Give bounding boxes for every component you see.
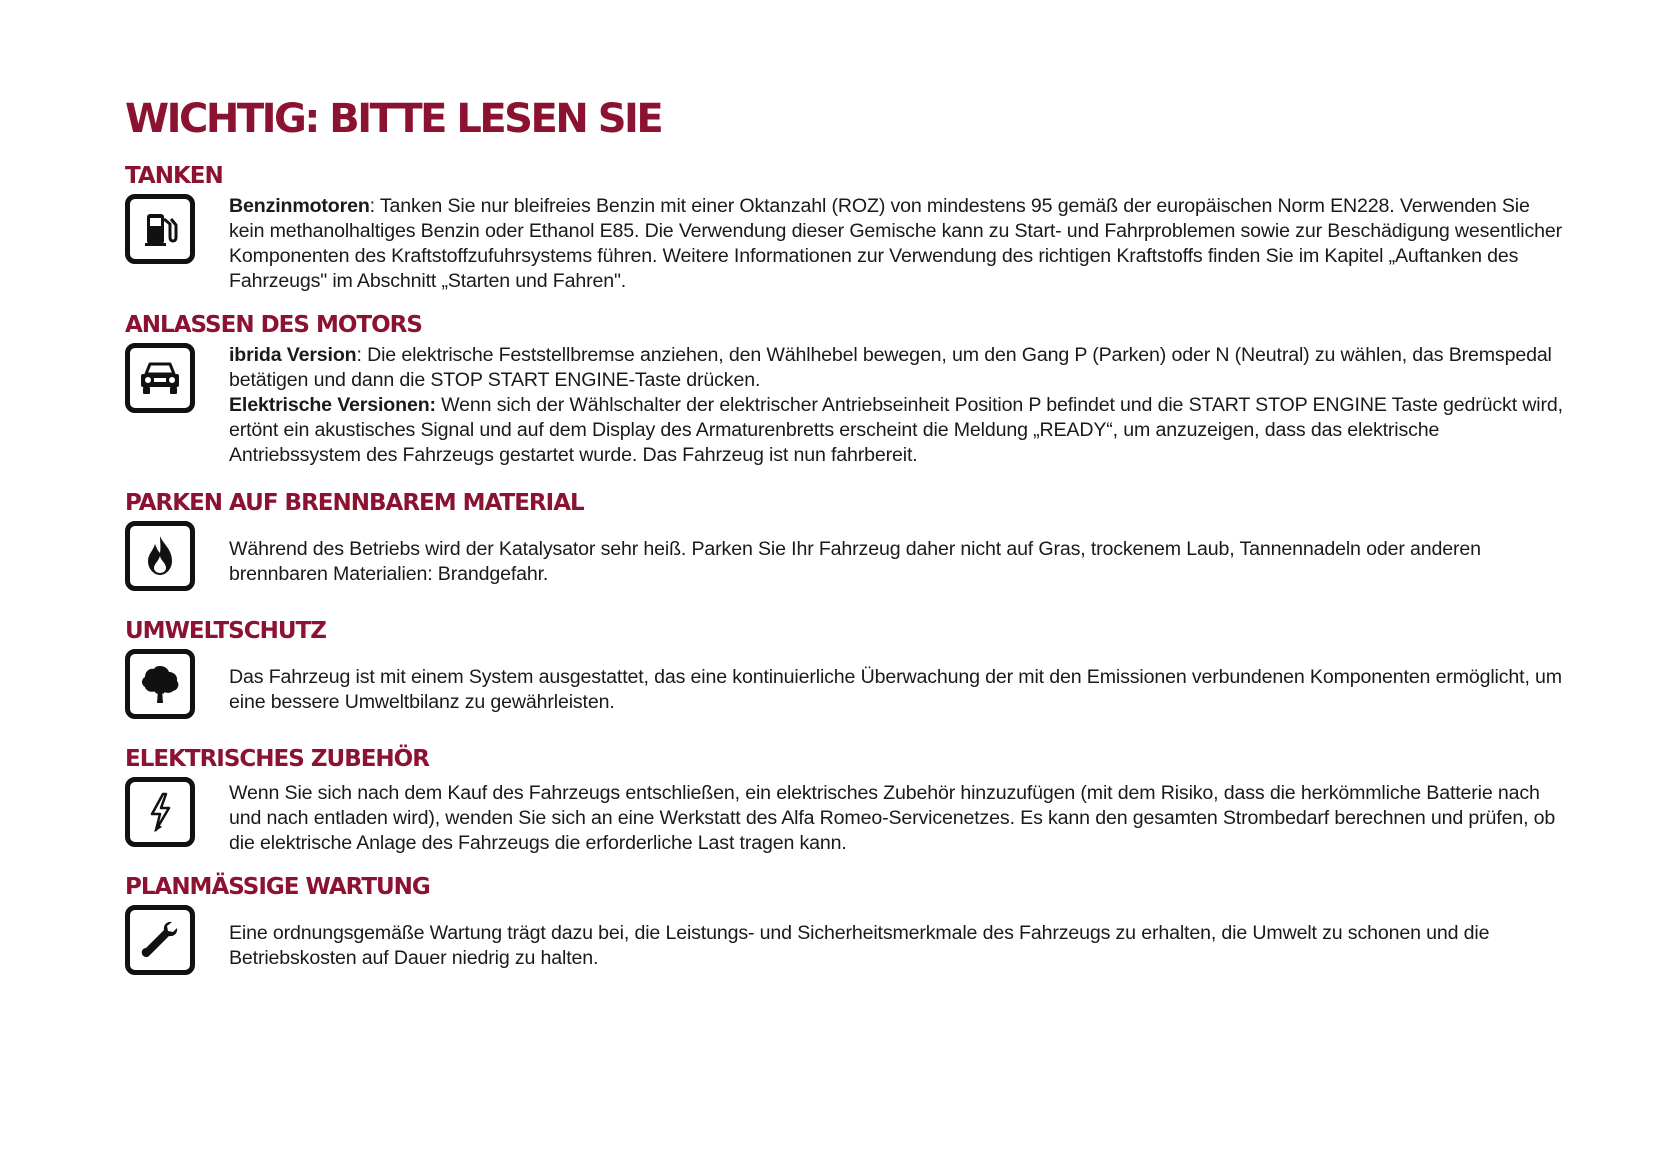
- section-row: [125, 194, 1565, 294]
- section-title: TANKEN: [125, 163, 223, 189]
- body-text: Eine ordnungsgemäße Wartung trägt dazu bei, die Leistungs- und Sicherheitsmerkmale des Fahrzeugs zu erhalten, die Umwelt zu schonen und die Betriebskosten auf Dauer niedrig zu halten.: [229, 922, 1490, 969]
- body-text: Wenn Sie sich nach dem Kauf des Fahrzeugs entschließen, ein elektrisches Zubehör hinzuzufügen (mit dem Risiko, dass die herkömmliche Batterie nach und nach entladen wird), wenden Sie sich an eine Werkstatt des Alfa Romeo-Servicenetzes. Es kann den gesamten Strombedarf berechnen und prüfen, ob die elektrische Anlage des Fahrzeugs die erforderliche Last tragen kann.: [229, 782, 1556, 854]
- paragraph: [229, 343, 1565, 393]
- body-text: Wenn sich der Wählschalter der elektrischer Antriebseinheit Position P befindet und die START STOP ENGINE Taste gedrückt wird, ertönt ein akustisches Signal und auf dem Display des Armaturenbretts erscheint die Meldung „READY“, um anzuzeigen, dass das elektrische Antriebssystem des Fahrzeugs gestartet wurde. Das Fahrzeug ist nun fahrbereit.: [229, 394, 1563, 466]
- section-row: [125, 343, 1565, 468]
- paragraph: [229, 537, 1565, 587]
- lead-text: ibrida Version: [229, 344, 357, 366]
- section-title: PARKEN AUF BRENNBAREM MATERIAL: [125, 490, 584, 516]
- paragraph: [229, 781, 1565, 856]
- section-planmaessige-wartung: [125, 873, 1565, 971]
- section-umweltschutz: [125, 617, 1565, 715]
- flame-icon: [125, 521, 195, 591]
- section-row: [125, 521, 1565, 587]
- section-text: [229, 649, 1565, 715]
- section-text: [229, 343, 1565, 468]
- body-text: : Tanken Sie nur bleifreies Benzin mit einer Oktanzahl (ROZ) von mindestens 95 gemäß der europäischen Norm EN228. Verwenden Sie kein methanolhaltiges Benzin oder Ethanol E85. Die Verwendung dieser Gemische kann zu Start- und Fahrproblemen sowie zur Beschädigung wesentlicher Komponenten des Kraftstoffzufuhrsystems führen. Weitere Informationen zur Verwendung des richtigen Kraftstoffs finden Sie im Kapitel „Auftanken des Fahrzeugs" im Abschnitt „Starten und Fahren".: [229, 195, 1563, 292]
- section-text: [229, 777, 1565, 856]
- section-text: [229, 905, 1565, 971]
- body-text: : Die elektrische Feststellbremse anziehen, den Wählhebel bewegen, um den Gang P (Parken) oder N (Neutral) zu wählen, das Bremspedal betätigen und dann die STOP START ENGINE-Taste drücken.: [229, 344, 1552, 391]
- section-row: [125, 905, 1565, 971]
- fuel-pump-icon: [125, 194, 195, 264]
- car-front-icon: [125, 343, 195, 413]
- section-title: ELEKTRISCHES ZUBEHÖR: [125, 746, 429, 772]
- section-title: PLANMÄSSIGE WARTUNG: [125, 874, 430, 900]
- paragraph: [229, 665, 1565, 715]
- body-text: Das Fahrzeug ist mit einem System ausgestattet, das eine kontinuierliche Überwachung der mit den Emissionen verbundenen Komponenten ermöglicht, um eine bessere Umweltbilanz zu gewährleisten.: [229, 666, 1562, 713]
- paragraph: [229, 393, 1565, 468]
- lightning-icon: [125, 777, 195, 847]
- wrench-icon: [125, 905, 195, 975]
- page-title: WICHTIG: BITTE LESEN SIE: [125, 96, 662, 142]
- section-anlassen: [125, 311, 1565, 468]
- lead-text: Benzinmotoren: [229, 195, 370, 217]
- section-parken: [125, 489, 1565, 587]
- paragraph: [229, 921, 1565, 971]
- tree-icon: [125, 649, 195, 719]
- body-text: Während des Betriebs wird der Katalysator sehr heiß. Parken Sie Ihr Fahrzeug daher nicht auf Gras, trockenem Laub, Tannennadeln oder anderen brennbaren Materialien: Brandgefahr.: [229, 538, 1481, 585]
- paragraph: [229, 194, 1565, 294]
- section-text: [229, 521, 1565, 587]
- section-elektrisches-zubehoer: [125, 745, 1565, 856]
- section-title: ANLASSEN DES MOTORS: [125, 312, 422, 338]
- section-title: UMWELTSCHUTZ: [125, 618, 326, 644]
- lead-text: Elektrische Versionen:: [229, 394, 436, 416]
- section-row: [125, 777, 1565, 856]
- section-row: [125, 649, 1565, 715]
- section-text: [229, 194, 1565, 294]
- section-tanken: [125, 162, 1565, 294]
